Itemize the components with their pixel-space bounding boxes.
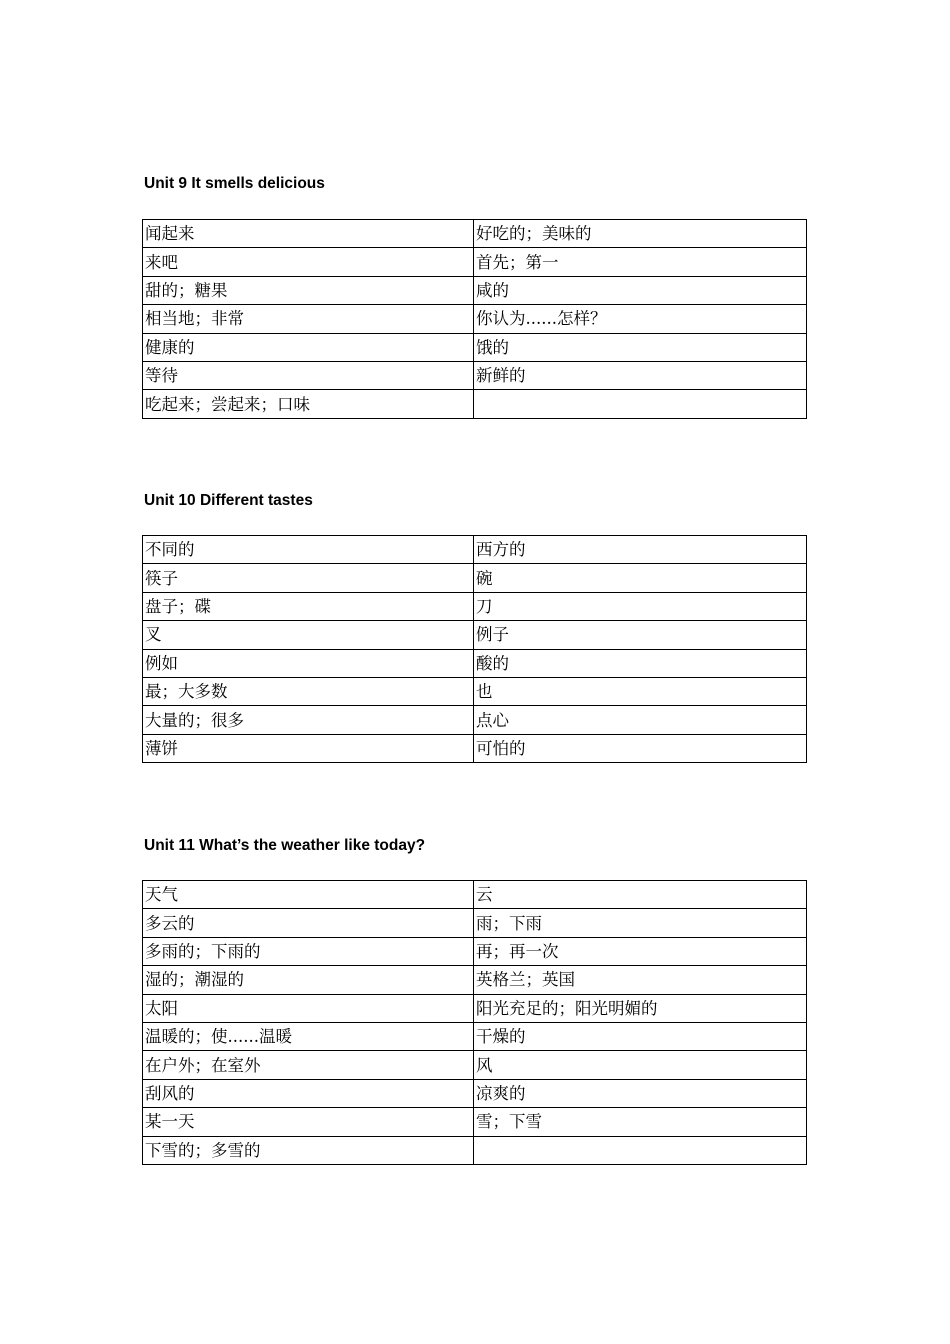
- chinese-cell: 点心: [474, 706, 807, 734]
- section-title: Unit 9 It smells delicious: [144, 175, 325, 192]
- table-row: [143, 621, 807, 649]
- chinese-cell: 盘子；碟: [143, 592, 474, 620]
- empty-cell: [474, 1136, 807, 1164]
- chinese-cell: 相当地；非常: [143, 305, 474, 333]
- table-row: [143, 592, 807, 620]
- table-row: [143, 390, 807, 418]
- chinese-cell: 湿的；潮湿的: [143, 966, 474, 994]
- table-row: [143, 564, 807, 592]
- table-row: [143, 1022, 807, 1050]
- table-row: [143, 994, 807, 1022]
- table-row: [143, 333, 807, 361]
- table-row: [143, 1051, 807, 1079]
- table-row: [143, 909, 807, 937]
- table-row: [143, 734, 807, 762]
- chinese-cell: 吃起来；尝起来；口味: [143, 390, 474, 418]
- section-title: Unit 10 Different tastes: [144, 492, 313, 509]
- vocab-table: [142, 219, 807, 419]
- chinese-cell: 例子: [474, 621, 807, 649]
- section-title: Unit 11 What’s the weather like today?: [144, 837, 426, 854]
- chinese-cell: 闻起来: [143, 220, 474, 248]
- chinese-cell: 筷子: [143, 564, 474, 592]
- vocab-table: [142, 880, 807, 1165]
- chinese-cell: 饿的: [474, 333, 807, 361]
- table-row: [143, 649, 807, 677]
- table-row: [143, 881, 807, 909]
- chinese-cell: 风: [474, 1051, 807, 1079]
- vocab-table: [142, 535, 807, 763]
- table-row: [143, 305, 807, 333]
- chinese-cell: 碗: [474, 564, 807, 592]
- chinese-cell: 大量的；很多: [143, 706, 474, 734]
- chinese-cell: 来吧: [143, 248, 474, 276]
- table-row: [143, 706, 807, 734]
- table-row: [143, 276, 807, 304]
- chinese-cell: 太阳: [143, 994, 474, 1022]
- chinese-cell: 不同的: [143, 536, 474, 564]
- table-row: [143, 966, 807, 994]
- chinese-cell: 阳光充足的；阳光明媚的: [474, 994, 807, 1022]
- chinese-cell: 下雪的；多雪的: [143, 1136, 474, 1164]
- chinese-cell: 好吃的；美味的: [474, 220, 807, 248]
- chinese-cell: 再；再一次: [474, 937, 807, 965]
- chinese-cell: 你认为......怎样？: [474, 305, 807, 333]
- chinese-cell: 天气: [143, 881, 474, 909]
- chinese-cell: 西方的: [474, 536, 807, 564]
- chinese-cell: 刀: [474, 592, 807, 620]
- table-row: [143, 1136, 807, 1164]
- chinese-cell: 也: [474, 677, 807, 705]
- chinese-cell: 最；大多数: [143, 677, 474, 705]
- table-row: [143, 536, 807, 564]
- table-row: [143, 677, 807, 705]
- chinese-cell: 英格兰；英国: [474, 966, 807, 994]
- chinese-cell: 等待: [143, 361, 474, 389]
- chinese-cell: 云: [474, 881, 807, 909]
- chinese-cell: 新鲜的: [474, 361, 807, 389]
- chinese-cell: 酸的: [474, 649, 807, 677]
- chinese-cell: 雨；下雨: [474, 909, 807, 937]
- chinese-cell: 某一天: [143, 1108, 474, 1136]
- table-row: [143, 1108, 807, 1136]
- chinese-cell: 多雨的；下雨的: [143, 937, 474, 965]
- chinese-cell: 温暖的；使......温暖: [143, 1022, 474, 1050]
- table-row: [143, 1079, 807, 1107]
- table-row: [143, 248, 807, 276]
- chinese-cell: 叉: [143, 621, 474, 649]
- table-row: [143, 937, 807, 965]
- chinese-cell: 刮风的: [143, 1079, 474, 1107]
- chinese-cell: 甜的；糖果: [143, 276, 474, 304]
- chinese-cell: 首先；第一: [474, 248, 807, 276]
- table-row: [143, 220, 807, 248]
- chinese-cell: 薄饼: [143, 734, 474, 762]
- table-row: [143, 361, 807, 389]
- chinese-cell: 健康的: [143, 333, 474, 361]
- chinese-cell: 雪；下雪: [474, 1108, 807, 1136]
- chinese-cell: 可怕的: [474, 734, 807, 762]
- chinese-cell: 咸的: [474, 276, 807, 304]
- chinese-cell: 多云的: [143, 909, 474, 937]
- chinese-cell: 例如: [143, 649, 474, 677]
- chinese-cell: 凉爽的: [474, 1079, 807, 1107]
- chinese-cell: 在户外；在室外: [143, 1051, 474, 1079]
- chinese-cell: 干燥的: [474, 1022, 807, 1050]
- empty-cell: [474, 390, 807, 418]
